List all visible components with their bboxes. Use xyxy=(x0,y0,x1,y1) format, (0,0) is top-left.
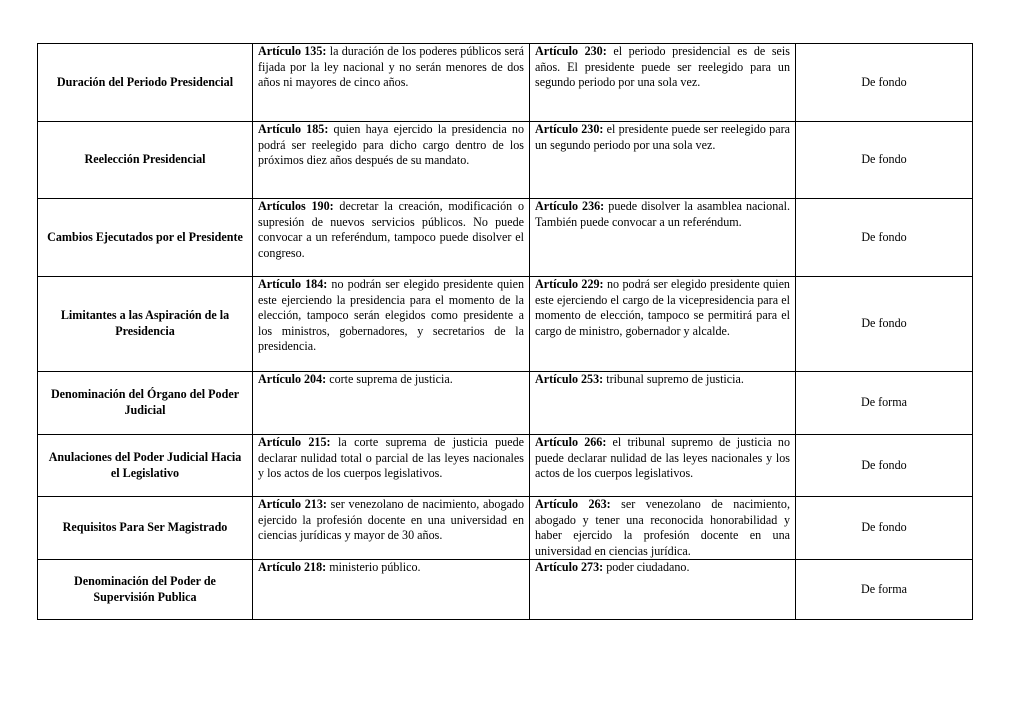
article-cell-1961 xyxy=(253,497,530,560)
topic-cell: Cambios Ejecutados por el Presidente xyxy=(38,199,253,277)
article-cell-1999 xyxy=(530,277,796,372)
reform-type-cell: De forma xyxy=(796,560,973,620)
article-cell-1999 xyxy=(530,44,796,122)
reform-type-cell: De forma xyxy=(796,372,973,435)
article-label: Artículo 266: xyxy=(535,435,607,449)
table-row xyxy=(38,199,973,277)
article-cell-1999 xyxy=(530,497,796,560)
article-label: Artículo 273: xyxy=(535,560,604,575)
article-text: corte suprema de justicia. xyxy=(326,372,453,386)
reform-type-cell: De fondo xyxy=(796,497,973,560)
article-text: la corte suprema de justicia puede declarar nulidad total o parcial de las leyes nacionales y los actos de los cuerpos legislativos. xyxy=(258,435,525,481)
article-text: no podrá ser elegido presidente quien este ejerciendo el cargo de la vicepresidencia para el momento de elección, tampoco se permitirá para el cargo de ministro, gobernador y alcalde. xyxy=(535,277,790,338)
article-text: quien haya ejercido la presidencia no podrá ser reelegido para dicho cargo dentro de los próximos diez años después de su mandato. xyxy=(258,122,525,168)
article-label: Artículo 213: xyxy=(258,497,327,511)
article-text: el periodo presidencial es de seis años. El presidente puede ser reelegido para un segundo periodo por una sola vez. xyxy=(535,44,790,90)
topic-cell: Reelección Presidencial xyxy=(38,122,253,199)
article-cell-1999 xyxy=(530,435,796,497)
article-label: Artículo 185: xyxy=(258,122,329,136)
reform-type-cell: De fondo xyxy=(796,435,973,497)
article-text: decretar la creación, modificación o supresión de nuevos servicios públicos. No puede convocar a un referéndum, tampoco puede disolver el congreso. xyxy=(258,199,524,260)
article-cell-1961 xyxy=(253,372,530,435)
article-text: el tribunal supremo de justicia no puede declarar nulidad de las leyes nacionales y los actos de los cuerpos legislativos. xyxy=(535,435,790,481)
article-label: Artículo 229: xyxy=(535,277,604,291)
table-row xyxy=(38,122,973,199)
article-label: Artículo 230: xyxy=(535,122,604,136)
article-cell-1999 xyxy=(530,372,796,435)
table-row xyxy=(38,277,973,372)
article-text: el presidente puede ser reelegido para un segundo periodo por una sola vez. xyxy=(535,122,790,152)
article-cell-1999 xyxy=(530,199,796,277)
article-text: la duración de los poderes públicos será fijada por la ley nacional y no serán menores de dos años ni mayores de cinco años. xyxy=(258,44,524,90)
table-row xyxy=(38,435,973,497)
article-cell-1999 xyxy=(530,122,796,199)
article-label: Artículo 218: xyxy=(258,560,327,575)
article-label: Artículo 230: xyxy=(535,44,607,58)
comparison-table xyxy=(37,43,973,620)
reform-type-cell: De fondo xyxy=(796,199,973,277)
topic-cell: Anulaciones del Poder Judicial Hacia el Legislativo xyxy=(38,435,253,497)
article-text: ser venezolano de nacimiento, abogado y tener una reconocida honorabilidad y haber ejercido la profesión docente en una universidad en ciencias jurídica. xyxy=(535,497,790,558)
topic-cell: Denominación del Órgano del Poder Judicial xyxy=(38,372,253,435)
article-text: poder ciudadano. xyxy=(603,560,690,575)
article-text: ministerio público. xyxy=(326,560,421,575)
article-cell-1961 xyxy=(253,122,530,199)
table-row xyxy=(38,560,973,620)
article-cell-1999 xyxy=(530,560,796,620)
topic-cell: Limitantes a las Aspiración de la Presidencia xyxy=(38,277,253,372)
topic-cell: Requisitos Para Ser Magistrado xyxy=(38,497,253,560)
reform-type-cell: De fondo xyxy=(796,44,973,122)
article-label: Artículo 263: xyxy=(535,497,611,511)
article-label: Artículo 215: xyxy=(258,435,331,449)
reform-type-cell: De fondo xyxy=(796,122,973,199)
article-cell-1961 xyxy=(253,560,530,620)
article-cell-1961 xyxy=(253,435,530,497)
article-label: Artículo 236: xyxy=(535,199,605,213)
article-text: no podrán ser elegido presidente quien este ejerciendo la presidencia para el momento de la elección, tampoco serán elegidos como presidente a los ministros, gobernadores, y secretarios de la presidencia. xyxy=(258,277,524,354)
article-cell-1961 xyxy=(253,44,530,122)
table-row xyxy=(38,497,973,560)
article-label: Artículos 190: xyxy=(258,199,334,213)
article-label: Artículo 135: xyxy=(258,44,327,58)
article-text: tribunal supremo de justicia. xyxy=(603,372,744,386)
article-label: Artículo 184: xyxy=(258,277,328,291)
article-cell-1961 xyxy=(253,277,530,372)
topic-cell: Denominación del Poder de Supervisión Publica xyxy=(38,560,253,620)
article-label: Artículo 253: xyxy=(535,372,604,386)
table-row xyxy=(38,372,973,435)
article-text: puede disolver la asamblea nacional. También puede convocar a un referéndum. xyxy=(535,199,790,229)
topic-cell: Duración del Periodo Presidencial xyxy=(38,44,253,122)
article-text: ser venezolano de nacimiento, abogado ejercido la profesión docente en una universidad en ciencias jurídicas y mayor de 30 años. xyxy=(258,497,524,543)
reform-type-cell: De fondo xyxy=(796,277,973,372)
article-cell-1961 xyxy=(253,199,530,277)
article-label: Artículo 204: xyxy=(258,372,327,386)
table-row xyxy=(38,44,973,122)
